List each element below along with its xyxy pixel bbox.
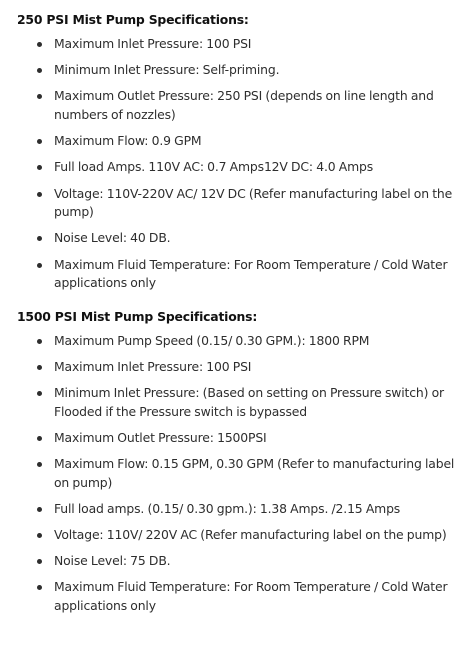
list-item — [16, 578, 461, 615]
bullet-icon — [37, 507, 42, 512]
spec-text: Maximum Fluid Temperature: For Room Temperature / Cold Water applications only — [54, 579, 448, 613]
bullet-icon — [37, 236, 42, 241]
bullet-icon — [37, 339, 42, 344]
list-item — [16, 384, 461, 421]
bullet-icon — [37, 192, 42, 197]
spec-list — [16, 35, 461, 293]
section-heading: 1500 PSI Mist Pump Specifications: — [17, 308, 258, 324]
spec-text: Voltage: 110V-220V AC/ 12V DC (Refer manufacturing label on the pump) — [54, 185, 453, 220]
list-item — [16, 256, 461, 293]
list-item — [16, 429, 461, 448]
list-item — [16, 358, 461, 377]
spec-text: Maximum Outlet Pressure: 250 PSI (depends on line length and numbers of nozzles) — [54, 88, 434, 122]
bullet-icon — [37, 391, 42, 396]
bullet-icon — [37, 365, 42, 370]
spec-text: Maximum Flow: 0.9 GPM — [54, 133, 202, 149]
list-item — [16, 35, 461, 54]
spec-text: Maximum Fluid Temperature: For Room Temperature / Cold Water applications only — [54, 256, 448, 291]
list-item — [16, 158, 461, 177]
bullet-icon — [37, 94, 42, 99]
list-item — [16, 87, 461, 124]
bullet-icon — [37, 462, 42, 467]
spec-text: Noise Level: 75 DB. — [54, 553, 171, 569]
spec-text: Maximum Inlet Pressure: 100 PSI — [54, 36, 252, 51]
list-item — [16, 229, 461, 248]
list-item — [16, 526, 461, 545]
spec-text: Minimum Inlet Pressure: Self-priming. — [54, 62, 280, 78]
list-item — [16, 500, 461, 519]
spec-section-250psi — [16, 11, 461, 293]
list-item — [16, 185, 461, 222]
bullet-icon — [37, 42, 42, 47]
spec-text: Voltage: 110V/ 220V AC (Refer manufacturing label on the pump) — [54, 527, 447, 542]
bullet-icon — [37, 436, 42, 441]
spec-text: Maximum Flow: 0.15 GPM, 0.30 GPM (Refer to manufacturing label on pump) — [54, 456, 455, 490]
list-item — [16, 552, 461, 571]
bullet-icon — [37, 68, 42, 73]
bullet-icon — [37, 263, 42, 268]
spec-text: Maximum Outlet Pressure: 1500PSI — [54, 429, 267, 445]
spec-text: Full load Amps. 110V AC: 0.7 Amps12V DC: 4.0 Amps — [54, 159, 374, 175]
bullet-icon — [37, 533, 42, 538]
list-item — [16, 132, 461, 151]
spec-text: Maximum Inlet Pressure: 100 PSI — [54, 358, 252, 374]
bullet-icon — [37, 559, 42, 564]
spec-text: Maximum Pump Speed (0.15/ 0.30 GPM.): 1800 RPM — [54, 332, 370, 348]
list-item — [16, 332, 461, 351]
bullet-icon — [37, 585, 42, 590]
bullet-icon — [37, 139, 42, 144]
bullet-icon — [37, 165, 42, 170]
spec-text: Minimum Inlet Pressure: (Based on setting on Pressure switch) or Flooded if the Pressure switch is bypassed — [54, 385, 444, 419]
spec-text: Noise Level: 40 DB. — [54, 230, 171, 246]
spec-text: Full load amps. (0.15/ 0.30 gpm.): 1.38 Amps. /2.15 Amps — [54, 500, 401, 516]
spec-section-1500psi — [16, 308, 461, 616]
list-item — [16, 61, 461, 80]
spec-list — [16, 332, 461, 616]
section-heading: 250 PSI Mist Pump Specifications: — [17, 12, 249, 27]
list-item — [16, 455, 461, 492]
